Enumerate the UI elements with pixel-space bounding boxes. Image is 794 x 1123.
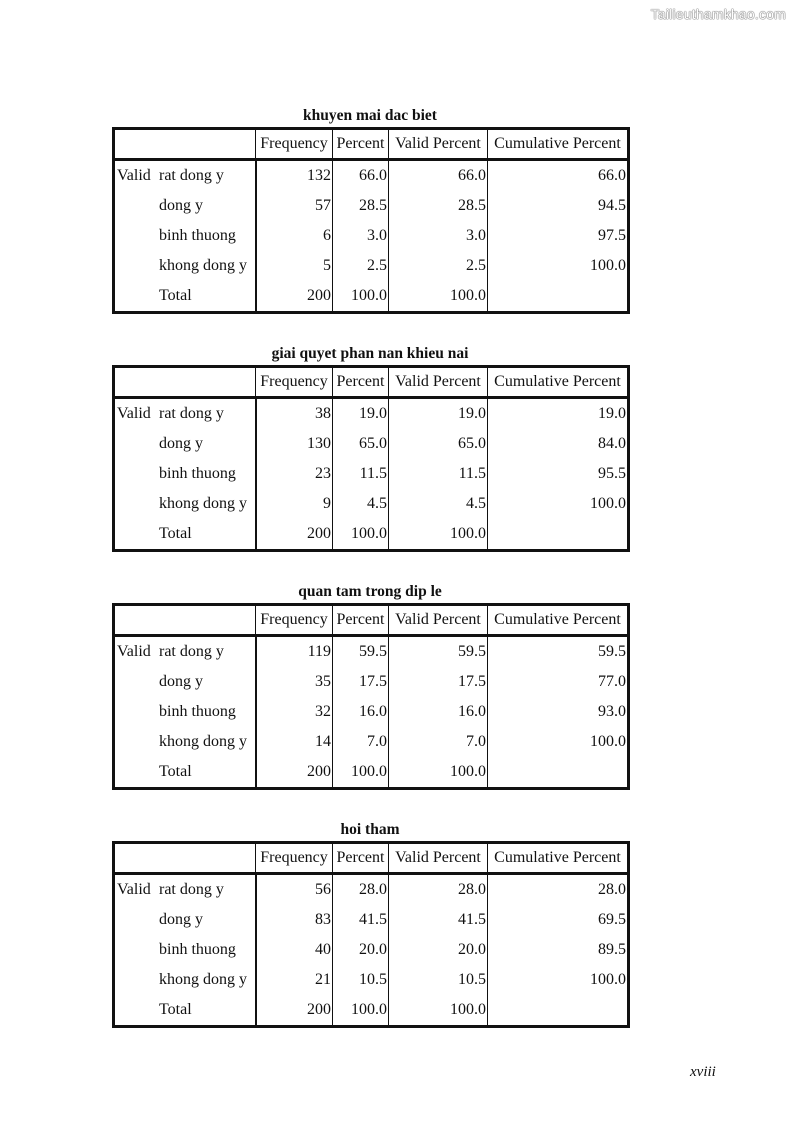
row-label: binh thuong [159, 227, 236, 244]
row-label-cell [114, 519, 256, 551]
row-label-cell [114, 281, 256, 313]
row-label: rat dong y [159, 167, 224, 184]
row-label: Total [159, 287, 192, 304]
cumulative-percent-cell: 100.0 [488, 489, 629, 519]
percent-cell: 2.5 [333, 251, 389, 281]
cumulative-percent-cell [488, 995, 629, 1027]
valid-percent-cell: 100.0 [389, 281, 488, 313]
cumulative-percent-cell: 94.5 [488, 191, 629, 221]
row-label: rat dong y [159, 881, 224, 898]
valid-percent-cell: 66.0 [389, 160, 488, 192]
row-label-cell [114, 995, 256, 1027]
column-header: Frequency [256, 129, 333, 160]
valid-percent-cell: 11.5 [389, 459, 488, 489]
row-label: Total [159, 763, 192, 780]
table-row [114, 221, 629, 251]
cumulative-percent-cell [488, 281, 629, 313]
row-label: khong dong y [159, 495, 247, 512]
row-label: khong dong y [159, 971, 247, 988]
percent-cell: 17.5 [333, 667, 389, 697]
row-label-cell [114, 429, 256, 459]
row-label-cell [114, 874, 256, 906]
percent-cell: 3.0 [333, 221, 389, 251]
cumulative-percent-cell [488, 519, 629, 551]
cumulative-percent-cell: 19.0 [488, 398, 629, 430]
frequency-cell: 83 [256, 905, 333, 935]
table-row [114, 727, 629, 757]
percent-cell: 100.0 [333, 995, 389, 1027]
frequency-cell: 40 [256, 935, 333, 965]
table-row [114, 757, 629, 789]
cumulative-percent-cell: 69.5 [488, 905, 629, 935]
frequency-cell: 56 [256, 874, 333, 906]
column-header: Percent [333, 129, 389, 160]
column-header: Percent [333, 843, 389, 874]
row-label: dong y [159, 911, 203, 928]
header-blank-cell [114, 605, 256, 636]
cumulative-percent-cell: 28.0 [488, 874, 629, 906]
column-header: Valid Percent [389, 129, 488, 160]
table-row [114, 429, 629, 459]
cumulative-percent-cell: 59.5 [488, 636, 629, 668]
percent-cell: 66.0 [333, 160, 389, 192]
frequency-cell: 23 [256, 459, 333, 489]
frequency-cell: 35 [256, 667, 333, 697]
table-row [114, 697, 629, 727]
percent-cell: 10.5 [333, 965, 389, 995]
cumulative-percent-cell: 66.0 [488, 160, 629, 192]
percent-cell: 65.0 [333, 429, 389, 459]
cumulative-percent-cell: 89.5 [488, 935, 629, 965]
table-row [114, 636, 629, 668]
cumulative-percent-cell: 84.0 [488, 429, 629, 459]
row-label: dong y [159, 673, 203, 690]
header-blank-cell [114, 843, 256, 874]
frequency-cell: 6 [256, 221, 333, 251]
table-title: giai quyet phan nan khieu nai [271, 345, 469, 362]
percent-cell: 28.0 [333, 874, 389, 906]
valid-percent-cell: 2.5 [389, 251, 488, 281]
cumulative-percent-cell: 77.0 [488, 667, 629, 697]
cumulative-percent-cell: 100.0 [488, 965, 629, 995]
column-header: Valid Percent [389, 843, 488, 874]
table-row [114, 459, 629, 489]
row-label: rat dong y [159, 643, 224, 660]
frequency-cell: 200 [256, 995, 333, 1027]
row-label: Total [159, 1001, 192, 1018]
row-label-cell [114, 636, 256, 668]
table-row [114, 667, 629, 697]
row-label-cell [114, 459, 256, 489]
row-label-cell [114, 398, 256, 430]
cumulative-percent-cell: 95.5 [488, 459, 629, 489]
frequency-cell: 5 [256, 251, 333, 281]
valid-percent-cell: 4.5 [389, 489, 488, 519]
percent-cell: 100.0 [333, 281, 389, 313]
row-label: binh thuong [159, 941, 236, 958]
frequency-cell: 119 [256, 636, 333, 668]
frequency-cell: 14 [256, 727, 333, 757]
percent-cell: 41.5 [333, 905, 389, 935]
row-label-cell [114, 965, 256, 995]
header-row [114, 129, 629, 160]
table-row [114, 935, 629, 965]
row-label-cell [114, 251, 256, 281]
row-label-cell [114, 667, 256, 697]
frequency-cell: 57 [256, 191, 333, 221]
valid-prefix: Valid [117, 167, 151, 184]
percent-cell: 28.5 [333, 191, 389, 221]
header-row [114, 605, 629, 636]
table-title: khuyen mai dac biet [303, 107, 437, 124]
cumulative-percent-cell: 93.0 [488, 697, 629, 727]
valid-percent-cell: 10.5 [389, 965, 488, 995]
row-label: dong y [159, 197, 203, 214]
table-row [114, 251, 629, 281]
frequency-cell: 132 [256, 160, 333, 192]
frequency-table [112, 819, 630, 1028]
valid-percent-cell: 100.0 [389, 757, 488, 789]
header-blank-cell [114, 367, 256, 398]
table-row [114, 489, 629, 519]
cumulative-percent-cell: 100.0 [488, 251, 629, 281]
header-row [114, 843, 629, 874]
valid-prefix: Valid [117, 643, 151, 660]
percent-cell: 7.0 [333, 727, 389, 757]
row-label-cell [114, 221, 256, 251]
frequency-grid [112, 365, 630, 552]
table-row [114, 398, 629, 430]
table-title: hoi tham [340, 821, 400, 838]
valid-percent-cell: 65.0 [389, 429, 488, 459]
frequency-grid [112, 603, 630, 790]
table-row [114, 905, 629, 935]
row-label: khong dong y [159, 733, 247, 750]
header-blank-cell [114, 129, 256, 160]
table-row [114, 965, 629, 995]
percent-cell: 100.0 [333, 757, 389, 789]
frequency-table [112, 105, 630, 314]
frequency-cell: 130 [256, 429, 333, 459]
page-number: xviii [690, 1064, 716, 1080]
frequency-cell: 9 [256, 489, 333, 519]
valid-percent-cell: 59.5 [389, 636, 488, 668]
table-row [114, 191, 629, 221]
valid-percent-cell: 19.0 [389, 398, 488, 430]
column-header: Cumulative Percent [488, 129, 629, 160]
valid-percent-cell: 28.5 [389, 191, 488, 221]
percent-cell: 20.0 [333, 935, 389, 965]
valid-percent-cell: 20.0 [389, 935, 488, 965]
column-header: Cumulative Percent [488, 367, 629, 398]
column-header: Percent [333, 605, 389, 636]
frequency-cell: 38 [256, 398, 333, 430]
column-header: Percent [333, 367, 389, 398]
row-label-cell [114, 935, 256, 965]
row-label-cell [114, 905, 256, 935]
header-row [114, 367, 629, 398]
valid-percent-cell: 100.0 [389, 995, 488, 1027]
row-label-cell [114, 191, 256, 221]
valid-percent-cell: 7.0 [389, 727, 488, 757]
column-header: Valid Percent [389, 367, 488, 398]
percent-cell: 59.5 [333, 636, 389, 668]
cumulative-percent-cell: 97.5 [488, 221, 629, 251]
watermark: Tailieuthamkhao.com [650, 6, 786, 22]
frequency-table [112, 581, 630, 790]
row-label: khong dong y [159, 257, 247, 274]
row-label: dong y [159, 435, 203, 452]
valid-percent-cell: 28.0 [389, 874, 488, 906]
frequency-grid [112, 127, 630, 314]
row-label: rat dong y [159, 405, 224, 422]
table-row [114, 874, 629, 906]
valid-percent-cell: 3.0 [389, 221, 488, 251]
frequency-cell: 200 [256, 757, 333, 789]
table-row [114, 160, 629, 192]
cumulative-percent-cell [488, 757, 629, 789]
percent-cell: 19.0 [333, 398, 389, 430]
row-label-cell [114, 727, 256, 757]
valid-percent-cell: 16.0 [389, 697, 488, 727]
row-label-cell [114, 160, 256, 192]
valid-percent-cell: 41.5 [389, 905, 488, 935]
frequency-grid [112, 841, 630, 1028]
column-header: Cumulative Percent [488, 843, 629, 874]
table-row [114, 519, 629, 551]
row-label-cell [114, 697, 256, 727]
frequency-cell: 200 [256, 519, 333, 551]
frequency-cell: 32 [256, 697, 333, 727]
row-label: Total [159, 525, 192, 542]
valid-percent-cell: 17.5 [389, 667, 488, 697]
percent-cell: 100.0 [333, 519, 389, 551]
table-title: quan tam trong dip le [298, 583, 442, 600]
percent-cell: 11.5 [333, 459, 389, 489]
column-header: Frequency [256, 367, 333, 398]
row-label: binh thuong [159, 703, 236, 720]
frequency-cell: 21 [256, 965, 333, 995]
column-header: Frequency [256, 843, 333, 874]
column-header: Valid Percent [389, 605, 488, 636]
row-label: binh thuong [159, 465, 236, 482]
column-header: Frequency [256, 605, 333, 636]
table-row [114, 281, 629, 313]
row-label-cell [114, 489, 256, 519]
cumulative-percent-cell: 100.0 [488, 727, 629, 757]
percent-cell: 16.0 [333, 697, 389, 727]
percent-cell: 4.5 [333, 489, 389, 519]
column-header: Cumulative Percent [488, 605, 629, 636]
valid-prefix: Valid [117, 405, 151, 422]
valid-percent-cell: 100.0 [389, 519, 488, 551]
frequency-cell: 200 [256, 281, 333, 313]
row-label-cell [114, 757, 256, 789]
frequency-table [112, 343, 630, 552]
valid-prefix: Valid [117, 881, 151, 898]
table-row [114, 995, 629, 1027]
